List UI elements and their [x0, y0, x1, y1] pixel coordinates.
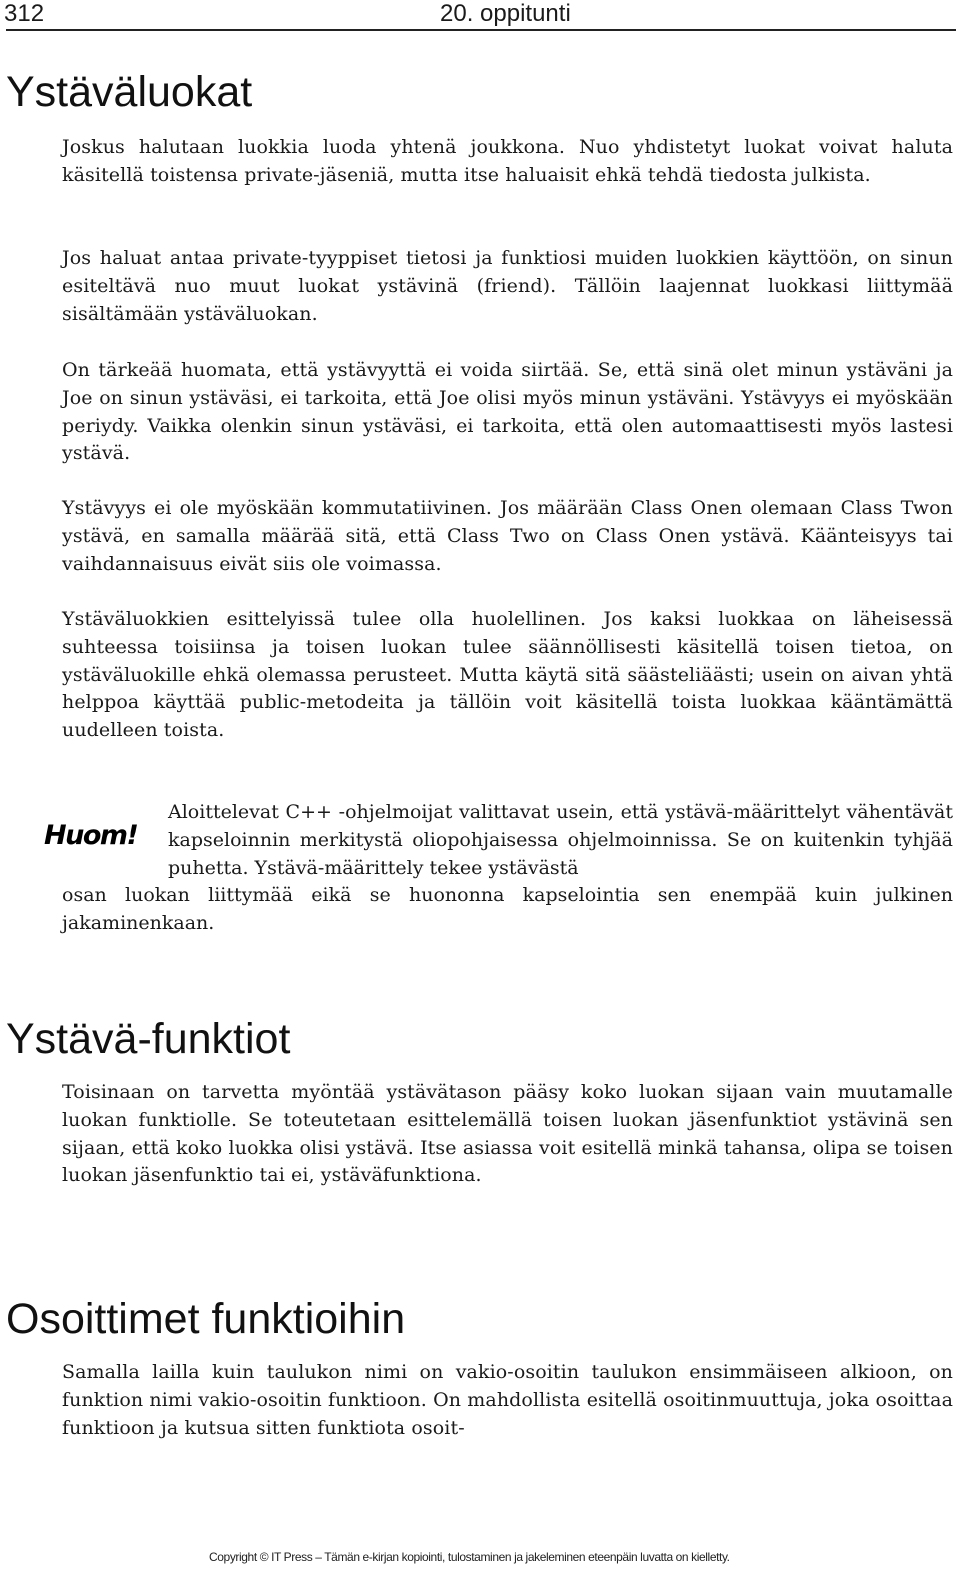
note-text: Aloittelevat C++ -ohjelmoijat valittavat usein, että ystävä-määrittelyt vähentävät kapseloinnin merkitystä oliopohjaisessa ohjelmoinnissa. Se on kuitenkin tyhjää puhetta. Ystävä-määrittely tekee ystävästä	[168, 801, 953, 879]
paragraph: Samalla lailla kuin taulukon nimi on vakio-osoitin taulukon ensimmäiseen alkioon, on funktion nimi vakio-osoitin funktioon. On mahdollista esitellä osoitinmuuttuja, joka osoittaa funktioon ja kutsua sitten funktiota osoit-	[62, 1361, 953, 1439]
page-number: 312	[4, 0, 45, 27]
paragraph: Jos haluat antaa private-tyyppiset tietosi ja funktiosi muiden luokkien käyttöön, on sinun esiteltävä nuo muut luokat ystävinä (friend). Tällöin laajennat luokkasi liittymää sisältämään ystäväluokan.	[62, 247, 953, 325]
copyright-footer: Copyright © IT Press – Tämän e-kirjan kopiointi, tulostaminen ja jakeleminen eteenpäin luvatta on kielletty.	[209, 1550, 730, 1564]
paragraph: Ystävyys ei ole myöskään kommutatiivinen. Jos määrään Class Onen olemaan Class Twon ystävä, en samalla määrää sitä, että Class Two on Class Onen ystävä. Käänteisyys tai vaihdannaisuus eivät siis ole voimassa.	[62, 497, 953, 575]
chapter-title: 20. oppitunti	[440, 0, 571, 27]
section-title-friend-classes: Ystäväluokat	[6, 68, 253, 116]
paragraph: Ystäväluokkien esittelyissä tulee olla huolellinen. Jos kaksi luokkaa on läheisessä suhteessa toisiinsa ja toisen luokan tulee säännöllisesti käsitellä toisen tietoa, on ystäväluokille ehkä olemassa perusteet. Mutta käytä sitä säästeliäästi; usein on aivan yhtä helppoa käyttää public-metodeita ja tällöin voit käsitellä toista luokkaa kääntämättä uudelleen toista.	[62, 608, 953, 742]
paragraph: On tärkeää huomata, että ystävyyttä ei voida siirtää. Se, että sinä olet minun ystäväni ja Joe on sinun ystäväsi, ei tarkoita, että Joe olisi myös minun ystäväni. Ystävyys ei myöskään periydy. Vaikka olenkin sinun ystäväsi, ei tarkoita, että olen automaattisesti myös lastesi ystävä.	[62, 359, 953, 465]
paragraph: Toisinaan on tarvetta myöntää ystävätason pääsy koko luokan sijaan vain muutamalle luokan funktiolle. Se toteutetaan esittelemällä toisen luokan jäsenfunktiot ystävinä sen sijaan, että koko luokka olisi ystävä. Itse asiassa voit esitellä minkä tahansa, olipa se toisen luokan jäsenfunktio tai ei, ystäväfunktiona.	[62, 1081, 953, 1187]
note-text-continued: osan luokan liittymää eikä se huononna kapselointia sen enempää kuin julkinen jakaminenkaan.	[62, 884, 953, 934]
section-title-function-pointers: Osoittimet funktioihin	[6, 1295, 406, 1343]
paragraph: Joskus halutaan luokkia luoda yhtenä joukkona. Nuo yhdistetyt luokat voivat haluta käsitellä toistensa private-jäseniä, mutta itse haluaisit ehkä tehdä tiedosta julkista.	[62, 136, 953, 186]
header-rule	[6, 29, 956, 31]
section-title-friend-functions: Ystävä-funktiot	[6, 1015, 291, 1063]
page-header	[0, 0, 960, 32]
note-logo	[40, 814, 140, 854]
note-logo-text: Huom!	[44, 820, 138, 851]
note-logo-image	[40, 814, 140, 854]
